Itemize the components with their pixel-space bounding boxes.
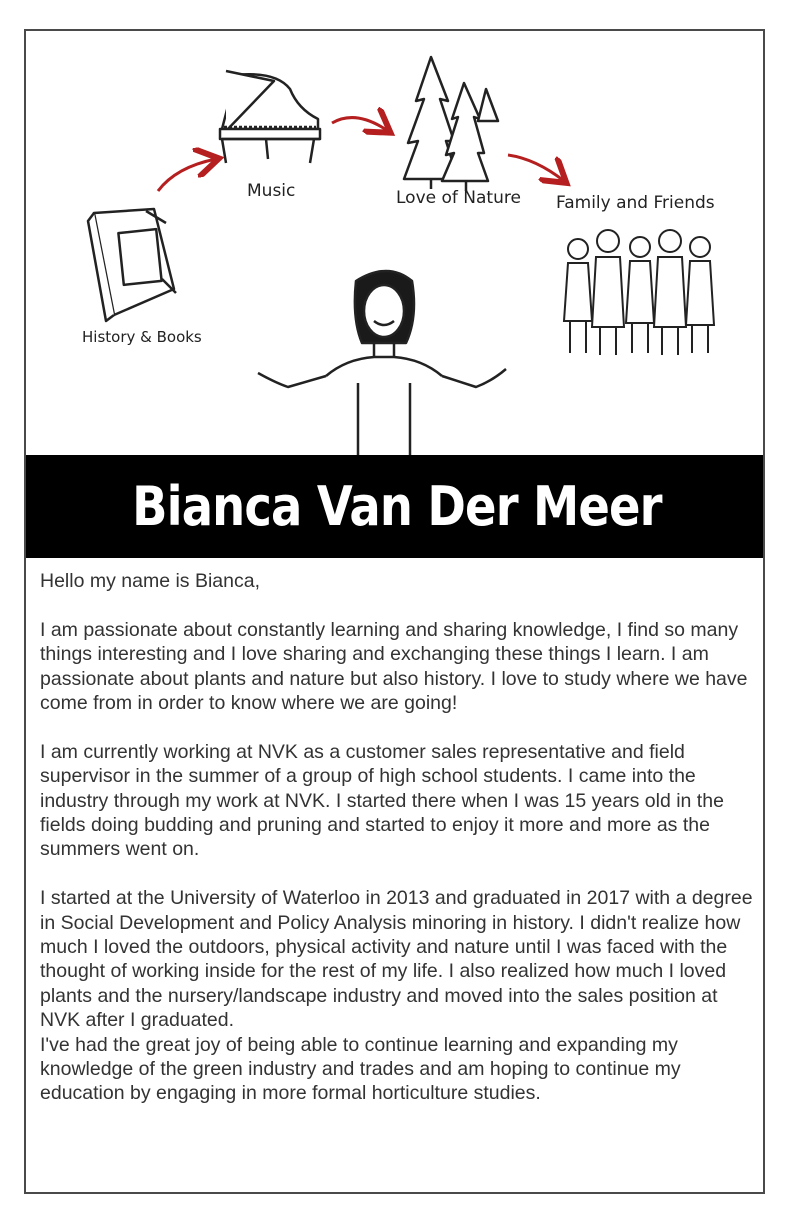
piano-icon — [220, 71, 320, 163]
family-group-icon — [564, 230, 714, 355]
pine-trees-icon — [404, 57, 498, 191]
nature-label: Love of Nature — [396, 188, 521, 208]
music-label: Music — [247, 181, 296, 201]
bio-paragraph: I am currently working at NVK as a customer sales representative and field supervisor in the summer of a group of high school students. I came into the industry through my work at NVK. I started there when I was 15 years old in the fields doing budding and pruning and started to enjoy it more and more as the summers went on. — [40, 740, 724, 861]
presenter-woman-icon — [258, 271, 506, 455]
bio-text — [40, 569, 760, 1106]
interests-illustration — [26, 31, 765, 455]
book-icon — [88, 209, 176, 321]
bio-paragraph: I've had the great joy of being able to continue learning and expanding my knowledge of the green industry and trades and am hoping to continue my education by engaging in more formal horticulture studies. — [40, 1033, 681, 1105]
person-name: Bianca Van Der Meer — [131, 475, 662, 538]
profile-card — [24, 29, 765, 1194]
history-label: History & Books — [82, 328, 202, 346]
name-banner — [26, 455, 765, 558]
bio-paragraph: I started at the University of Waterloo in 2013 and graduated in 2017 with a degree in Social Development and Policy Analysis minoring in history. I didn't realize how much I loved the outdoors, physical activity and nature until I was faced with the thought of working inside for the rest of my life. I also realized how much I loved plants and the nursery/landscape industry and moved into the sales position at NVK after I graduated. — [40, 887, 753, 1032]
family-label: Family and Friends — [556, 193, 715, 213]
bio-paragraph: I am passionate about constantly learning and sharing knowledge, I find so many things interesting and I love sharing and exchanging these things I learn. I am passionate about plants and nature but also history. I love to study where we have come from in order to know where we are going! — [40, 618, 748, 715]
interests-sketch — [26, 31, 765, 455]
greeting: Hello my name is Bianca, — [40, 570, 261, 592]
